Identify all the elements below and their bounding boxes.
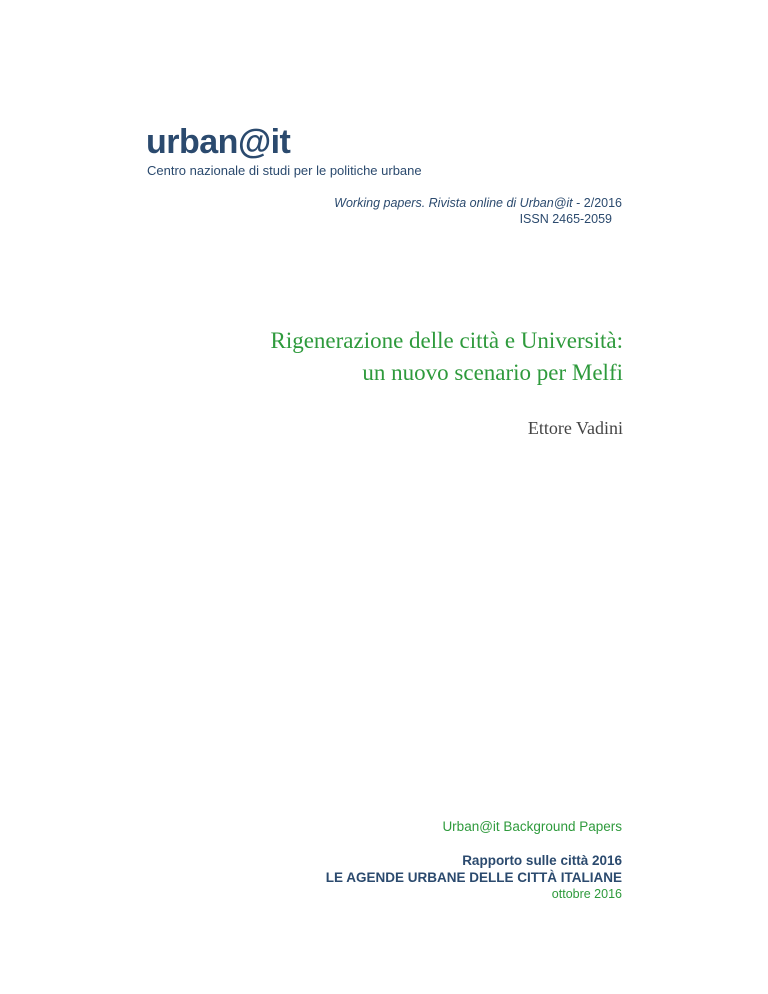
title-line-2: un nuovo scenario per Melfi <box>362 360 623 385</box>
logo-prefix: urban <box>146 123 238 161</box>
urbanit-logo <box>146 125 290 159</box>
issn-line: ISSN 2465-2059 <box>519 212 612 226</box>
report-date: ottobre 2016 <box>551 887 622 901</box>
working-papers-line <box>334 196 622 210</box>
background-papers-label: Urban@it Background Papers <box>442 819 622 834</box>
author-name: Ettore Vadini <box>527 418 623 438</box>
series-number: - 2/2016 <box>572 196 622 210</box>
report-title: Rapporto sulle città 2016 <box>462 853 622 868</box>
report-subtitle: LE AGENDE URBANE DELLE CITTÀ ITALIANE <box>325 870 622 885</box>
logo-suffix: it <box>270 123 291 161</box>
title-line-1: Rigenerazione delle città e Università: <box>270 328 623 353</box>
document-title <box>270 325 623 389</box>
logo-at-sign: @ <box>237 123 271 161</box>
series-name: Working papers. Rivista online di Urban@it <box>334 196 573 210</box>
report-block <box>326 852 622 903</box>
logo-tagline: Centro nazionale di studi per le politiche urbane <box>147 163 422 178</box>
